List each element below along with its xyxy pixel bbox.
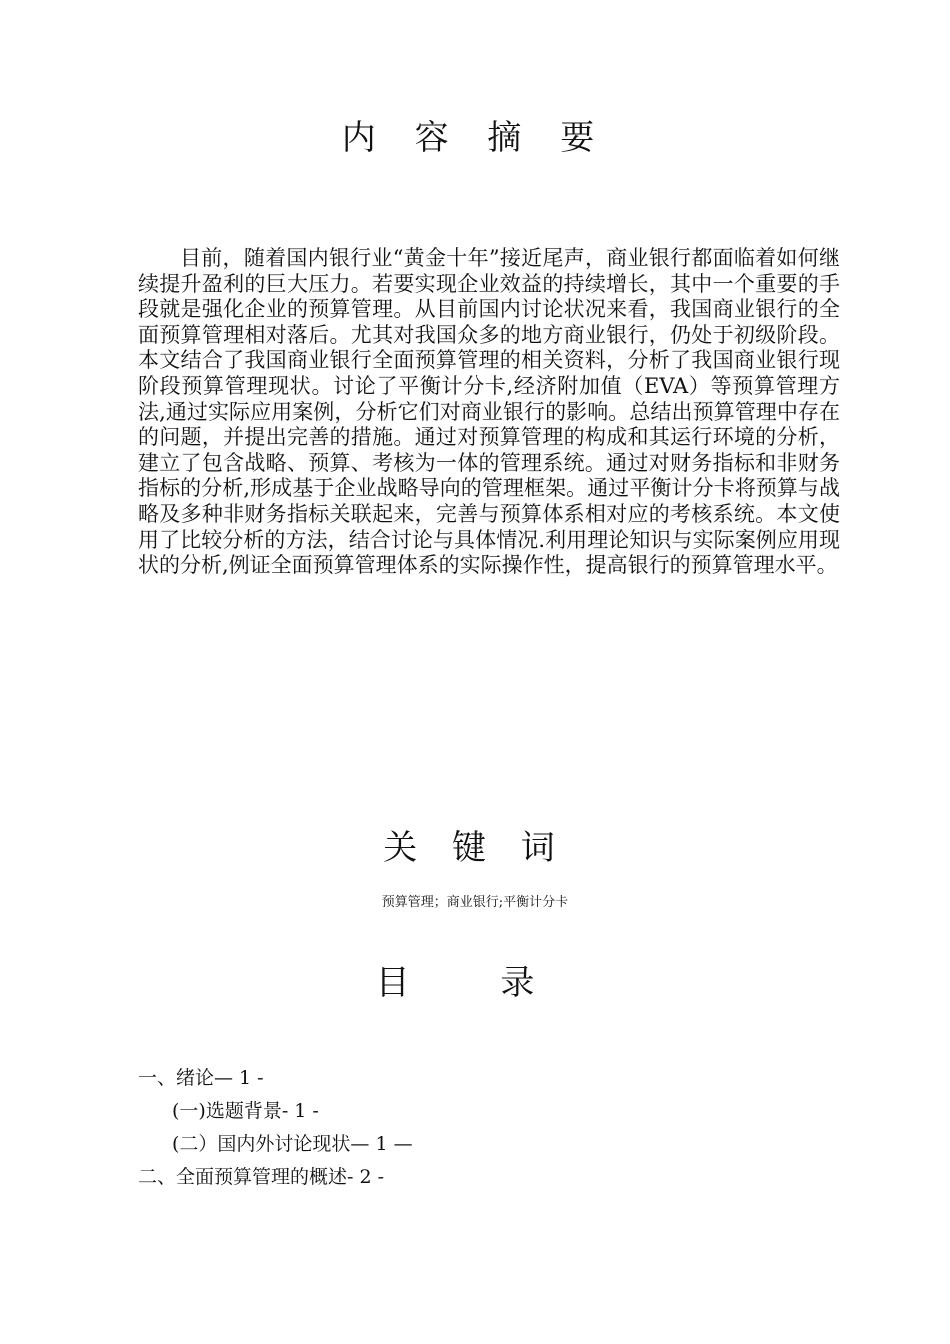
- toc-item-budget-overview[interactable]: 二、全面预算管理的概述- 2 -: [138, 1166, 385, 1188]
- abstract-body: 目前，随着国内银行业“黄金十年”接近尾声，商业银行都面临着如何继续提升盈利的巨大压力。若要实现企业效益的持续增长，其中一个重要的手段就是强化企业的预算管理。从目前国内讨论状况来看，我国商业银行的全面预算管理相对落后。尤其对我国众多的地方商业银行，仍处于初级阶段。本文结合了我国商业银行全面预算管理的相关资料，分析了我国商业银行现阶段预算管理现状。讨论了平衡计分卡,经济附加值（EVA）等预算管理方法,通过实际应用案例，分析它们对商业银行的影响。总结出预算管理中存在的问题，并提出完善的措施。通过对预算管理的构成和其运行环境的分析，建立了包含战略、预算、考核为一体的管理系统。通过对财务指标和非财务指标的分析,形成基于企业战略导向的管理框架。通过平衡计分卡将预算与战略及多种非财务指标关联起来，完善与预算体系相对应的考核系统。本文使用了比较分析的方法，结合讨论与具体情况.利用理论知识与实际案例应用现状的分析,例证全面预算管理体系的实际操作性，提高银行的预算管理水平。: [138, 246, 840, 578]
- toc-item-topic-background[interactable]: (一)选题背景- 1 -: [172, 1100, 319, 1122]
- toc-item-research-status[interactable]: (二）国内外讨论现状— 1 —: [172, 1133, 413, 1155]
- keywords-title: 关 键 词: [383, 828, 567, 868]
- toc-title: 目 录: [375, 963, 575, 1003]
- keywords-text: 预算管理；商业银行;平衡计分卡: [381, 895, 569, 910]
- table-of-contents: [138, 1066, 838, 1198]
- abstract-title: 内 容 摘 要: [341, 118, 609, 158]
- toc-item-introduction[interactable]: 一、绪论— 1 -: [138, 1067, 264, 1089]
